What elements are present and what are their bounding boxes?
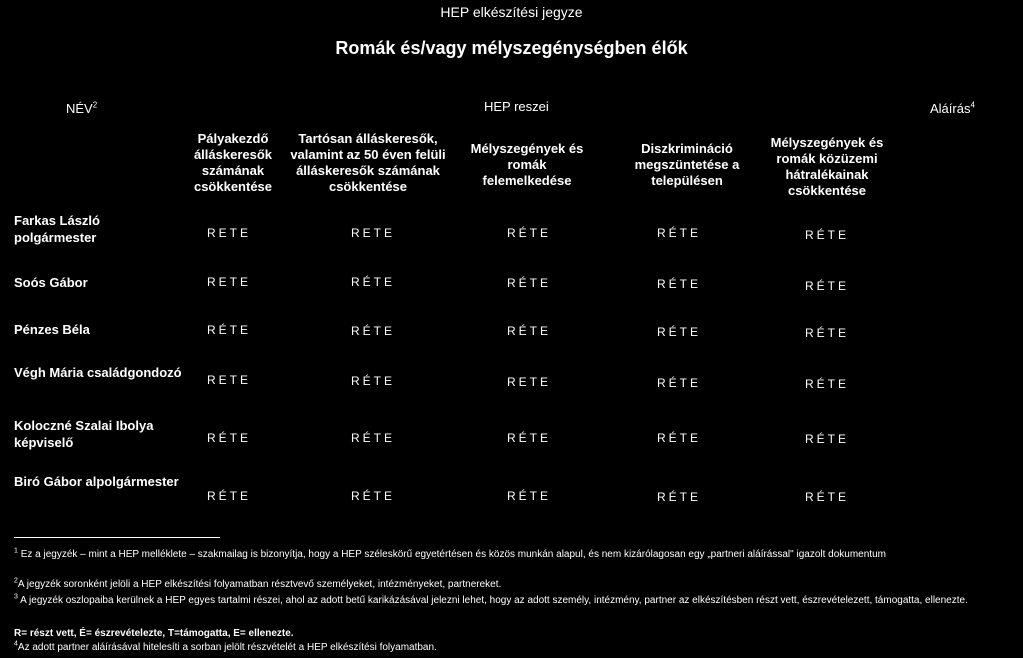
participation-mark: RÉTE xyxy=(657,376,702,390)
participation-mark: RÉTE xyxy=(657,226,702,240)
footnote-3-text: A jegyzék oszlopaiba kerülnek a HEP egyes tartalmi részei, ahol az adott betű karikázásával jelezni lehet, hogy az adott személy, intézmény, partner az elkészítésben részt vett, észrevételezett, támogatta, ellenezte. xyxy=(20,595,968,606)
header-hep-parts: HEP reszei xyxy=(484,99,549,114)
footnote-1-ref: 1 xyxy=(14,547,18,555)
participation-mark: RÉTE xyxy=(507,226,552,240)
column-header-5: Mélyszegények és romák közüzemi hátralékainak csökkentése xyxy=(770,135,884,198)
participant-name: Farkas László polgármester xyxy=(14,213,100,245)
participation-mark: RÉTE xyxy=(507,431,552,445)
column-header-3: Mélyszegények és romák felemelkedése xyxy=(470,141,584,188)
footnote-2 xyxy=(14,578,1022,591)
participation-mark: RÉTE xyxy=(207,431,252,445)
header-name-footnote-ref: 2 xyxy=(92,100,98,110)
footnote-1-text: Ez a jegyzék – mint a HEP melléklete – szakmailag is bizonyítja, hogy a HEP széleskörű egyetértésen és közös munkán alapul, és nem kizárólagosan egy „partneri aláírással" igazolt dokumentum xyxy=(20,549,886,560)
column-header-2: Tartósan álláskeresők, valamint az 50 éven felüli álláskeresők számának csökkentése xyxy=(290,131,446,194)
participation-mark: RÉTE xyxy=(805,326,850,340)
footnote-4 xyxy=(14,641,1022,654)
participation-mark: RÉTE xyxy=(657,431,702,445)
participation-mark: RÉTE xyxy=(207,323,252,337)
header-signature-label: Aláírás xyxy=(930,101,971,116)
column-header-4: Diszkrimináció megszüntetése a településen xyxy=(634,141,740,188)
participation-mark: RÉTE xyxy=(351,275,396,289)
footnote-legend: R= részt vett, É= észrevételezte, T=támogatta, E= ellenezte. xyxy=(14,628,294,639)
participation-mark: RÉTE xyxy=(507,324,552,338)
footnote-3-ref: 3 xyxy=(14,593,18,601)
participation-mark: RETE xyxy=(207,226,252,240)
header-signature-footnote-ref: 4 xyxy=(970,100,975,110)
footnote-1 xyxy=(14,548,1022,561)
participant-name: Koloczné Szalai Ibolya képviselő xyxy=(14,418,154,450)
participation-mark: RÉTE xyxy=(805,279,850,293)
participation-mark: RÉTE xyxy=(657,277,702,291)
document-title: HEP elkészítési jegyze xyxy=(440,4,583,20)
footnote-separator xyxy=(14,537,220,538)
header-name-label: NÉV xyxy=(66,101,93,116)
participation-mark: RÉTE xyxy=(805,432,850,446)
participation-mark: RÉTE xyxy=(351,489,396,503)
footnote-2-text: A jegyzék soronként jelöli a HEP elkészítési folyamatban résztvevő személyeket, intézményeket, partnereket. xyxy=(17,579,502,590)
header-signature-column xyxy=(930,101,975,116)
participation-mark: RÉTE xyxy=(207,489,252,503)
participation-mark: RÉTE xyxy=(657,325,702,339)
participant-name: Soós Gábor xyxy=(14,275,88,290)
participation-mark: RÉTE xyxy=(657,490,702,504)
participation-mark: RÉTE xyxy=(351,374,396,388)
participation-mark: RETE xyxy=(207,275,252,289)
participant-name: Biró Gábor alpolgármester xyxy=(14,474,179,489)
footnote-2-ref: 2 xyxy=(14,577,18,585)
participation-mark: RETE xyxy=(207,373,252,387)
participation-mark: RÉTE xyxy=(805,377,850,391)
main-title: Romák és/vagy mélyszegénységben élők xyxy=(335,38,688,58)
participation-mark: RÉTE xyxy=(351,324,396,338)
participation-mark: RÉTE xyxy=(507,489,552,503)
participation-mark: RÉTE xyxy=(351,431,396,445)
column-header-1: Pályakezdő álláskeresők számának csökkentése xyxy=(193,131,273,194)
participation-mark: RÉTE xyxy=(507,276,552,290)
participant-name: Végh Mária családgondozó xyxy=(14,365,182,380)
participation-mark: RÉTE xyxy=(805,490,850,504)
participation-mark: RETE xyxy=(351,226,396,240)
footnote-4-text: Az adott partner aláírásával hitelesíti a sorban jelölt részvételét a HEP elkészítési folyamatban. xyxy=(17,642,437,653)
participation-mark: RÉTE xyxy=(805,228,850,242)
participant-name: Pénzes Béla xyxy=(14,322,90,337)
participation-mark: RETE xyxy=(507,375,552,389)
footnote-4-ref: 4 xyxy=(14,640,18,648)
header-name-column xyxy=(66,101,97,116)
footnote-3 xyxy=(14,594,1022,607)
